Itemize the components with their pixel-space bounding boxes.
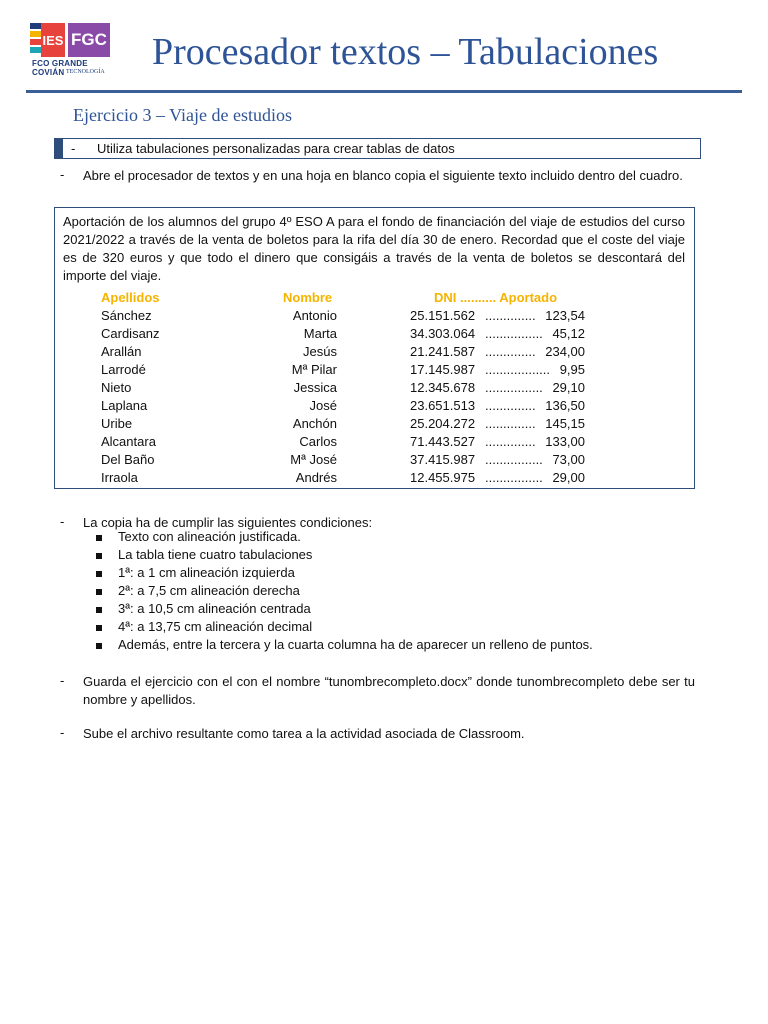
cell-dots: ................ — [485, 380, 543, 395]
box-paragraph: Aportación de los alumnos del grupo 4º ESO A para el fondo de financiación del viaje de estudios del curso 2021/2022 a través de la venta de boletos para la rifa del día 30 de enero. Recordad que el coste del viaje es de 320 euros y que todo el dinero que consigáis a través de la venta de boletos se descontará del importe del viaje. — [63, 214, 685, 283]
instruction-text — [71, 141, 455, 156]
cell-nombre: Carlos — [299, 434, 337, 449]
list-item-text: 4ª: a 13,75 cm alineación decimal — [118, 619, 313, 634]
header-divider — [26, 90, 742, 93]
bullet-icon — [96, 589, 102, 595]
conditions-dash: - — [60, 514, 65, 529]
cell-aportado: 145,15 — [545, 416, 585, 431]
cell-dots: ................ — [485, 452, 543, 467]
bullet-icon — [96, 625, 102, 631]
instruction-dash: - — [71, 141, 76, 156]
cell-nombre: Anchón — [292, 416, 337, 431]
bullet-icon — [96, 535, 102, 541]
logo-school-name: FCO GRANDE COVIÁN — [32, 59, 88, 77]
cell-apellido: Larrodé — [101, 362, 146, 377]
exercise-subtitle: Ejercicio 3 – Viaje de estudios — [73, 105, 293, 125]
table-row — [0, 416, 768, 434]
cell-dots: .................. — [485, 362, 551, 377]
list-item-text: 2ª: a 7,5 cm alineación derecha — [118, 583, 300, 598]
cell-dni: 12.455.975 — [410, 470, 476, 485]
table-row — [0, 380, 768, 398]
logo-subtitle: TECNOLOGÍA — [66, 69, 105, 75]
cell-dots: .............. — [485, 434, 536, 449]
bullet-icon — [96, 607, 102, 613]
table-row — [0, 452, 768, 470]
cell-nombre: José — [309, 398, 337, 413]
cell-nombre: Antonio — [292, 308, 337, 323]
cell-dni: 23.651.513 — [410, 398, 476, 413]
cell-aportado: 29,00 — [552, 470, 585, 485]
instruction-accent-bar — [55, 139, 63, 158]
cell-apellido: Cardisanz — [101, 326, 160, 341]
cell-dni: 71.443.527 — [410, 434, 476, 449]
cell-aportado: 29,10 — [552, 380, 585, 395]
cell-apellido: Alcantara — [101, 434, 156, 449]
cell-apellido: Uribe — [101, 416, 133, 431]
cell-nombre: Mª Pilar — [291, 362, 337, 377]
cell-nombre: Andrés — [295, 470, 337, 485]
cell-aportado: 9,95 — [559, 362, 585, 377]
step1-dash: - — [60, 167, 65, 182]
instruction-box — [54, 138, 701, 159]
instruction-label: Utiliza tabulaciones personalizadas para crear tablas de datos — [97, 141, 455, 156]
cell-dots: .............. — [485, 398, 536, 413]
bullet-icon — [96, 553, 102, 559]
logo-fgc: FGC — [68, 23, 110, 57]
step1-text: Abre el procesador de textos y en una hoja en blanco copia el siguiente texto incluido dentro del cuadro. — [83, 168, 683, 183]
bullet-icon — [96, 643, 102, 649]
conditions-intro: La copia ha de cumplir las siguientes condiciones: — [83, 515, 373, 530]
cell-dots: ................ — [485, 470, 543, 485]
table-row — [0, 470, 768, 488]
cell-apellido: Del Baño — [101, 452, 155, 467]
cell-apellido: Nieto — [101, 380, 132, 395]
cell-nombre: Jesús — [303, 344, 337, 359]
cell-apellido: Irraola — [101, 470, 138, 485]
table-row — [0, 398, 768, 416]
cell-dni: 25.151.562 — [410, 308, 476, 323]
table-row — [0, 434, 768, 452]
upload-step-text: Sube el archivo resultante como tarea a la actividad asociada de Classroom. — [83, 726, 525, 741]
cell-nombre: Marta — [303, 326, 337, 341]
cell-dni: 21.241.587 — [410, 344, 476, 359]
list-item-text: 1ª: a 1 cm alineación izquierda — [118, 565, 295, 580]
cell-apellido: Arallán — [101, 344, 142, 359]
cell-aportado: 234,00 — [545, 344, 585, 359]
header-dni-aportado: DNI .......... Aportado — [434, 290, 558, 305]
list-item-text: Texto con alineación justificada. — [118, 529, 301, 544]
cell-aportado: 136,50 — [545, 398, 585, 413]
cell-nombre: Jessica — [293, 380, 337, 395]
cell-dni: 12.345.678 — [410, 380, 476, 395]
table-row — [0, 344, 768, 362]
header-apellidos: Apellidos — [101, 290, 160, 305]
upload-step-dash: - — [60, 725, 65, 740]
cell-aportado: 133,00 — [545, 434, 585, 449]
logo-ies: IES — [41, 23, 65, 57]
cell-dots: ................ — [485, 326, 543, 341]
cell-dni: 25.204.272 — [410, 416, 476, 431]
cell-aportado: 123,54 — [545, 308, 585, 323]
cell-dni: 37.415.987 — [410, 452, 476, 467]
table-row — [0, 326, 768, 344]
cell-apellido: Sánchez — [101, 308, 152, 323]
bullet-icon — [96, 571, 102, 577]
header-nombre: Nombre — [283, 290, 333, 305]
cell-dots: .............. — [485, 308, 536, 323]
cell-dni: 34.303.064 — [410, 326, 476, 341]
cell-aportado: 45,12 — [552, 326, 585, 341]
list-item-text: La tabla tiene cuatro tabulaciones — [118, 547, 313, 562]
school-logo — [26, 20, 114, 80]
page-title: Procesador textos – Tabulaciones — [152, 31, 659, 73]
cell-dots: .............. — [485, 416, 536, 431]
list-item-text: Además, entre la tercera y la cuarta columna ha de aparecer un relleno de puntos. — [118, 637, 593, 652]
cell-dots: .............. — [485, 344, 536, 359]
save-step-dash: - — [60, 673, 65, 688]
cell-nombre: Mª José — [290, 452, 337, 467]
list-item-text: 3ª: a 10,5 cm alineación centrada — [118, 601, 311, 616]
table-row — [0, 362, 768, 380]
cell-aportado: 73,00 — [552, 452, 585, 467]
save-step-text: Guarda el ejercicio con el con el nombre “tunombrecompleto.docx” donde tunombrecompleto debe ser tu nombre y apellidos. — [83, 674, 695, 707]
cell-dni: 17.145.987 — [410, 362, 476, 377]
cell-apellido: Laplana — [101, 398, 148, 413]
table-row — [0, 308, 768, 326]
